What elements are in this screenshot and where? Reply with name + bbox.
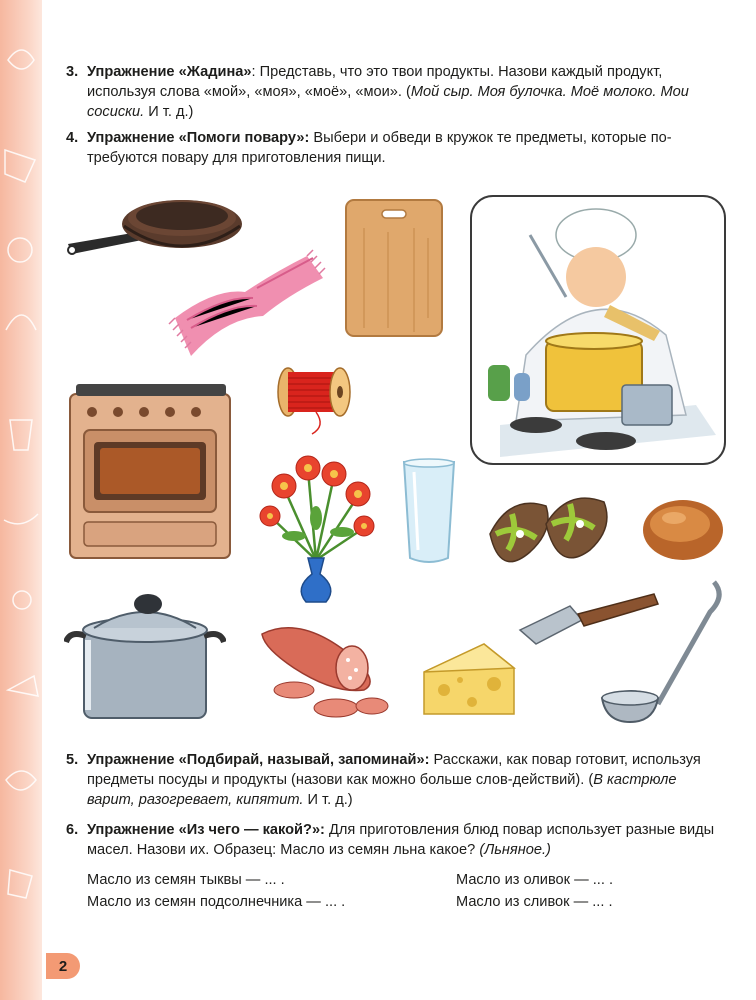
flowers-vase-picture[interactable] bbox=[254, 448, 380, 606]
exercise-tail: И т. д.) bbox=[144, 104, 194, 120]
sausage-picture[interactable] bbox=[252, 614, 392, 722]
cutting-board-picture[interactable] bbox=[344, 198, 446, 340]
sandals-picture[interactable] bbox=[486, 494, 618, 580]
oil-item: Масло из сливок — ... . bbox=[456, 894, 613, 910]
exercise-example: Мой сыр. Моя булочка. Моё молоко. Мои сосиски. bbox=[87, 84, 689, 120]
exercise-number: 4. bbox=[66, 130, 79, 146]
exercise-text: Для приготовления блюд повар использует разные виды масел. Назови их. Образец: Масло из семян льна какое? bbox=[87, 822, 715, 858]
towel-picture[interactable] bbox=[165, 248, 330, 358]
exercise-text: : Представь, что это твои продукты. Назови каждый продукт, используя слова «мой», «моя», «моё», «мои». ( bbox=[87, 64, 663, 100]
exercise-title: Упражнение «Жадина» bbox=[87, 64, 252, 80]
exercise-example: В кастрюле варит, разогревает, кипятит. bbox=[87, 772, 677, 808]
ladle-picture[interactable] bbox=[596, 576, 728, 726]
exercise-example: (Льняное.) bbox=[479, 842, 551, 858]
exercise-number: 5. bbox=[66, 752, 79, 768]
exercise-text: Выбери и обведи в кружок те предметы, которые потребуются повару для приготовления пищи. bbox=[87, 130, 672, 166]
oil-item: Масло из семян подсолнечника — ... . bbox=[87, 894, 346, 910]
thread-spool-picture[interactable] bbox=[276, 364, 358, 436]
cheese-picture[interactable] bbox=[420, 640, 518, 720]
exercise-number: 3. bbox=[66, 64, 79, 80]
glass-picture[interactable] bbox=[400, 458, 458, 566]
oil-item: Масло из семян тыквы — ... . bbox=[87, 872, 285, 888]
exercise-title: Упражнение «Подбирай, называй, запоминай»: bbox=[87, 752, 430, 768]
decorative-side-strip bbox=[0, 0, 42, 1000]
stove-picture[interactable] bbox=[66, 382, 234, 564]
exercise-5 bbox=[66, 750, 728, 810]
exercise-3 bbox=[66, 62, 728, 122]
exercise-4 bbox=[66, 128, 728, 168]
exercise-number: 6. bbox=[66, 822, 79, 838]
exercise-6 bbox=[66, 820, 728, 860]
exercise-tail: И т. д.) bbox=[303, 792, 353, 808]
page-number: 2 bbox=[46, 953, 80, 979]
exercise-text: Расскажи, как повар готовит, используя предметы посуды и продукты (назови как можно больше слов-действий). ( bbox=[87, 752, 701, 788]
bread-bun-picture[interactable] bbox=[640, 496, 726, 564]
exercise-title: Упражнение «Из чего — какой?»: bbox=[87, 822, 325, 838]
oil-item: Масло из оливок — ... . bbox=[456, 872, 614, 888]
cooking-pot-picture[interactable] bbox=[64, 590, 226, 724]
exercise-title: Упражнение «Помоги повару»: bbox=[87, 130, 310, 146]
chef-cooking-picture[interactable] bbox=[470, 195, 726, 465]
